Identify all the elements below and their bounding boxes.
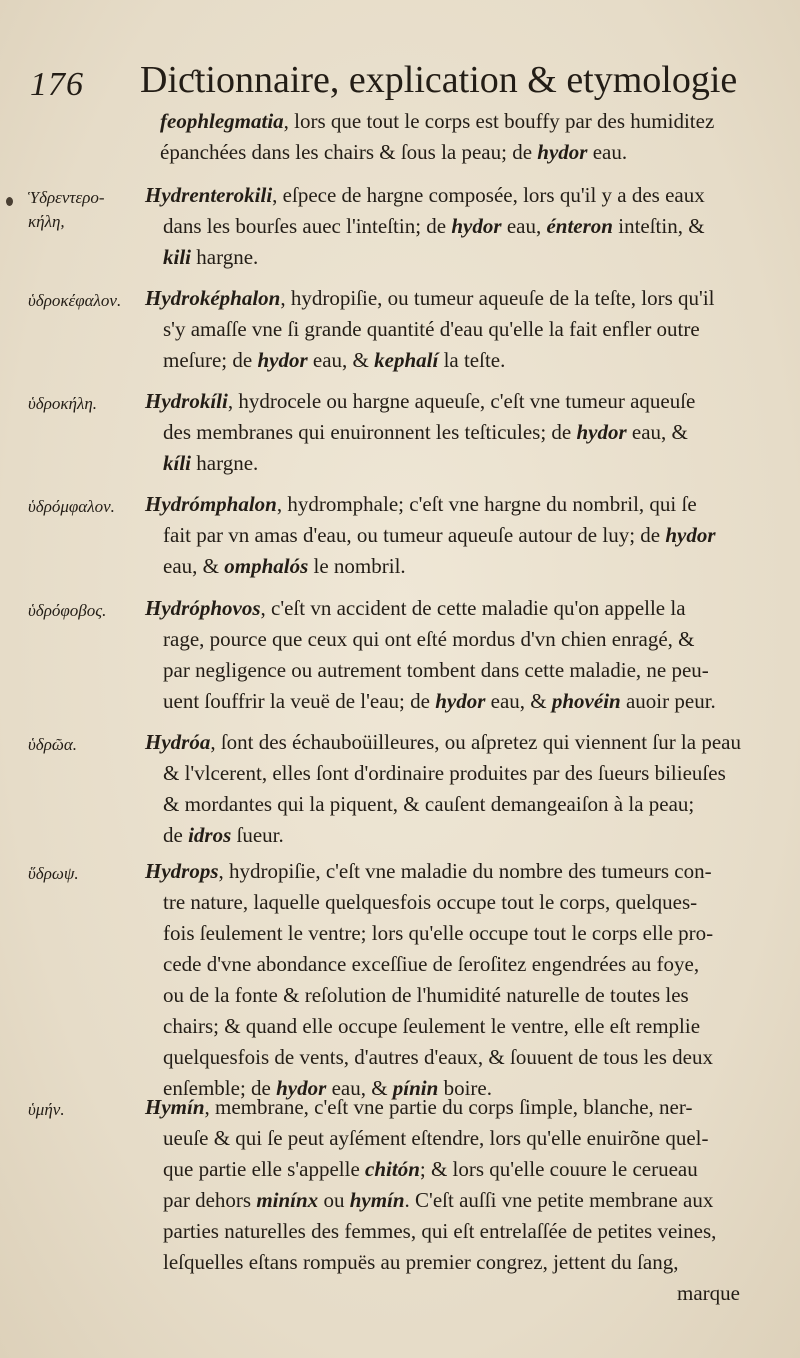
text-line [145, 211, 740, 242]
text-run: ſueur. [231, 823, 284, 847]
italic-term: feophlegmatia [160, 109, 284, 133]
text-run: ou de la fonte & reſolution de l'humidité naturelle de toutes les [163, 983, 689, 1007]
text-run: cede d'vne abondance exceſſiue de ſeroſitez engendrées au foye, [163, 952, 700, 976]
text-line [145, 856, 740, 887]
text-line [145, 417, 740, 448]
text-line [145, 655, 740, 686]
text-run: , hydropiſie, ou tumeur aqueuſe de la teſte, lors qu'il [280, 286, 715, 310]
italic-term: idros [188, 823, 232, 847]
text-run: fait par vn amas d'eau, ou tumeur aqueuſe autour de luy; de [163, 523, 666, 547]
text-run: eau, & [626, 420, 688, 444]
text-line [145, 1154, 740, 1185]
text-run: des membranes qui enuironnent les teſticules; de [163, 420, 577, 444]
text-run: hargne. [191, 245, 259, 269]
text-run: , hydromphale; c'eſt vne hargne du nombril, qui ſe [276, 492, 697, 516]
italic-term: hydor [451, 214, 502, 238]
text-run: de [163, 823, 189, 847]
italic-term: hydor [435, 689, 486, 713]
greek-headword: ὑδροκέφαλον. [28, 291, 122, 310]
text-run: eau, & [163, 554, 225, 578]
running-title: Diƈtionnaire, explication & etymologie [140, 59, 738, 101]
text-line [145, 887, 740, 918]
text-run: meſure; de [163, 348, 258, 372]
italic-term: hymín [349, 1188, 405, 1212]
text-line [145, 820, 740, 851]
text-run: enſemble; de [163, 1076, 277, 1100]
text-run: que partie elle s'appelle [163, 1157, 366, 1181]
text-run: boire. [438, 1076, 492, 1100]
text-run: eau. [587, 140, 628, 164]
text-run: tre nature, laquelle quelquesfois occupe tout le corps, quelques- [163, 890, 698, 914]
text-run: eau, [501, 214, 547, 238]
text-line [145, 1247, 740, 1278]
greek-headword: ὑδροκήλη. [28, 394, 98, 413]
greek-headword: ὑδρόφοβος. [28, 601, 107, 620]
text-line [145, 1278, 740, 1309]
text-line [145, 314, 740, 345]
text-run: auoir peur. [620, 689, 716, 713]
italic-term: Hydrómphalon [145, 492, 277, 516]
text-line [145, 345, 740, 376]
text-run: , ſont des échauboüilleures, ou aſpretez qui viennent ſur la peau [210, 730, 741, 754]
greek-headword: ὑδρόμφαλον. [28, 497, 115, 516]
text-line [145, 386, 740, 417]
italic-term: phovéin [551, 689, 621, 713]
italic-term: minínx [256, 1188, 319, 1212]
text-run: marque [677, 1281, 740, 1305]
text-run: & mordantes qui la piquent, & cauſent demangeaiſon à la peau; [163, 792, 695, 816]
text-run: inteſtin, & [612, 214, 705, 238]
text-run: , hydropiſie, c'eſt vne maladie du nombre des tumeurs con- [218, 859, 712, 883]
italic-term: hydor [276, 1076, 327, 1100]
text-line [145, 727, 740, 758]
text-run: quelquesfois de vents, d'autres d'eaux, & ſouuent de tous les deux [163, 1045, 713, 1069]
text-line [145, 520, 740, 551]
text-run: , hydrocele ou hargne aqueuſe, c'eſt vne tumeur aqueuſe [227, 389, 696, 413]
text-run: chairs; & quand elle occupe ſeulement le ventre, elle eſt remplie [163, 1014, 701, 1038]
italic-term: Hydróphovos [145, 596, 261, 620]
italic-term: Hydrokíli [145, 389, 228, 413]
text-line [145, 1092, 740, 1123]
text-run: uent ſouffrir la veuë de l'eau; de [163, 689, 436, 713]
text-line [145, 624, 740, 655]
text-run: dans les bourſes auec l'inteſtin; de [163, 214, 452, 238]
text-line [145, 242, 740, 273]
text-line [145, 980, 740, 1011]
text-run: eau, & [326, 1076, 393, 1100]
entry-text [145, 180, 740, 273]
margin-dot-icon [6, 197, 13, 206]
page-number: 176 [30, 66, 84, 103]
text-line [145, 949, 740, 980]
text-line [145, 789, 740, 820]
text-run: eau, & [307, 348, 375, 372]
italic-term: kili [163, 245, 192, 269]
entry-text [145, 1092, 740, 1309]
entry-text [145, 489, 740, 582]
greek-headword: ὑδρῶα. [28, 735, 78, 754]
text-run: . C'eſt auſſi vne petite membrane aux [404, 1188, 714, 1212]
italic-term: énteron [546, 214, 613, 238]
italic-term: chitón [365, 1157, 420, 1181]
text-run: la teſte. [438, 348, 506, 372]
text-run: épanchées dans les chairs & ſous la peau; de [160, 140, 538, 164]
text-run: ; & lors qu'elle couure le cerueau [419, 1157, 698, 1181]
italic-term: pínin [392, 1076, 439, 1100]
text-run: ou [318, 1188, 350, 1212]
text-run: , lors que tout le corps est bouffy par des humiditez [283, 109, 715, 133]
greek-headword: ὑμήν. [28, 1100, 65, 1119]
italic-term: hydor [576, 420, 627, 444]
text-line [145, 1011, 740, 1042]
text-line [160, 106, 755, 137]
italic-term: Hydrenterokili [145, 183, 273, 207]
italic-term: omphalós [224, 554, 309, 578]
entry-text [145, 593, 740, 717]
text-line [145, 1042, 740, 1073]
text-run: le nombril. [308, 554, 406, 578]
entry-text [145, 727, 740, 851]
text-run: par negligence ou autrement tombent dans cette maladie, ne peu- [163, 658, 709, 682]
text-line [145, 551, 740, 582]
italic-term: kíli [163, 451, 192, 475]
text-line [160, 137, 755, 168]
text-line [145, 448, 740, 479]
text-run: , eſpece de hargne composée, lors qu'il y a des eaux [272, 183, 705, 207]
text-run: s'y amaſſe vne ſi grande quantité d'eau qu'elle la fait enfler outre [163, 317, 700, 341]
text-run: eau, & [485, 689, 552, 713]
text-run: fois ſeulement le ventre; lors qu'elle occupe tout le corps elle pro- [163, 921, 714, 945]
text-line [145, 1123, 740, 1154]
entry-text [145, 386, 740, 479]
entry-text [160, 106, 755, 168]
text-run: hargne. [191, 451, 259, 475]
text-line [145, 1216, 740, 1247]
text-run: , membrane, c'eſt vne partie du corps ſimple, blanche, ner- [204, 1095, 693, 1119]
italic-term: Hydróa [145, 730, 211, 754]
italic-term: kephalí [374, 348, 439, 372]
text-run: & l'vlcerent, elles ſont d'ordinaire produites par des ſueurs bilieuſes [163, 761, 726, 785]
text-line [145, 489, 740, 520]
greek-headword: ὕδρωψ. [28, 864, 79, 883]
text-run: leſquelles eſtans rompuës au premier congrez, jettent du ſang, [163, 1250, 679, 1274]
text-run: ueuſe & qui ſe peut ayſément eſtendre, lors qu'elle enuirõne quel- [163, 1126, 709, 1150]
italic-term: Hymín [145, 1095, 205, 1119]
text-line [145, 918, 740, 949]
italic-term: Hydroképhalon [145, 286, 281, 310]
page-header [30, 58, 760, 108]
text-run: parties naturelles des femmes, qui eſt entrelaſſée de petites veines, [163, 1219, 717, 1243]
text-line [145, 686, 740, 717]
italic-term: Hydrops [145, 859, 219, 883]
text-line [145, 180, 740, 211]
italic-term: hydor [665, 523, 716, 547]
italic-term: hydor [537, 140, 588, 164]
italic-term: hydor [257, 348, 308, 372]
text-line [145, 283, 740, 314]
text-line [145, 593, 740, 624]
entry-text [145, 856, 740, 1104]
text-run: rage, pource que ceux qui ont eſté mordus d'vn chien enragé, & [163, 627, 695, 651]
text-run: par dehors [163, 1188, 257, 1212]
entry-text [145, 283, 740, 376]
text-line [145, 1185, 740, 1216]
text-line [145, 758, 740, 789]
greek-headword: Ὑδρεντερο- κήλη, [28, 188, 105, 231]
text-run: , c'eſt vn accident de cette maladie qu'on appelle la [260, 596, 686, 620]
